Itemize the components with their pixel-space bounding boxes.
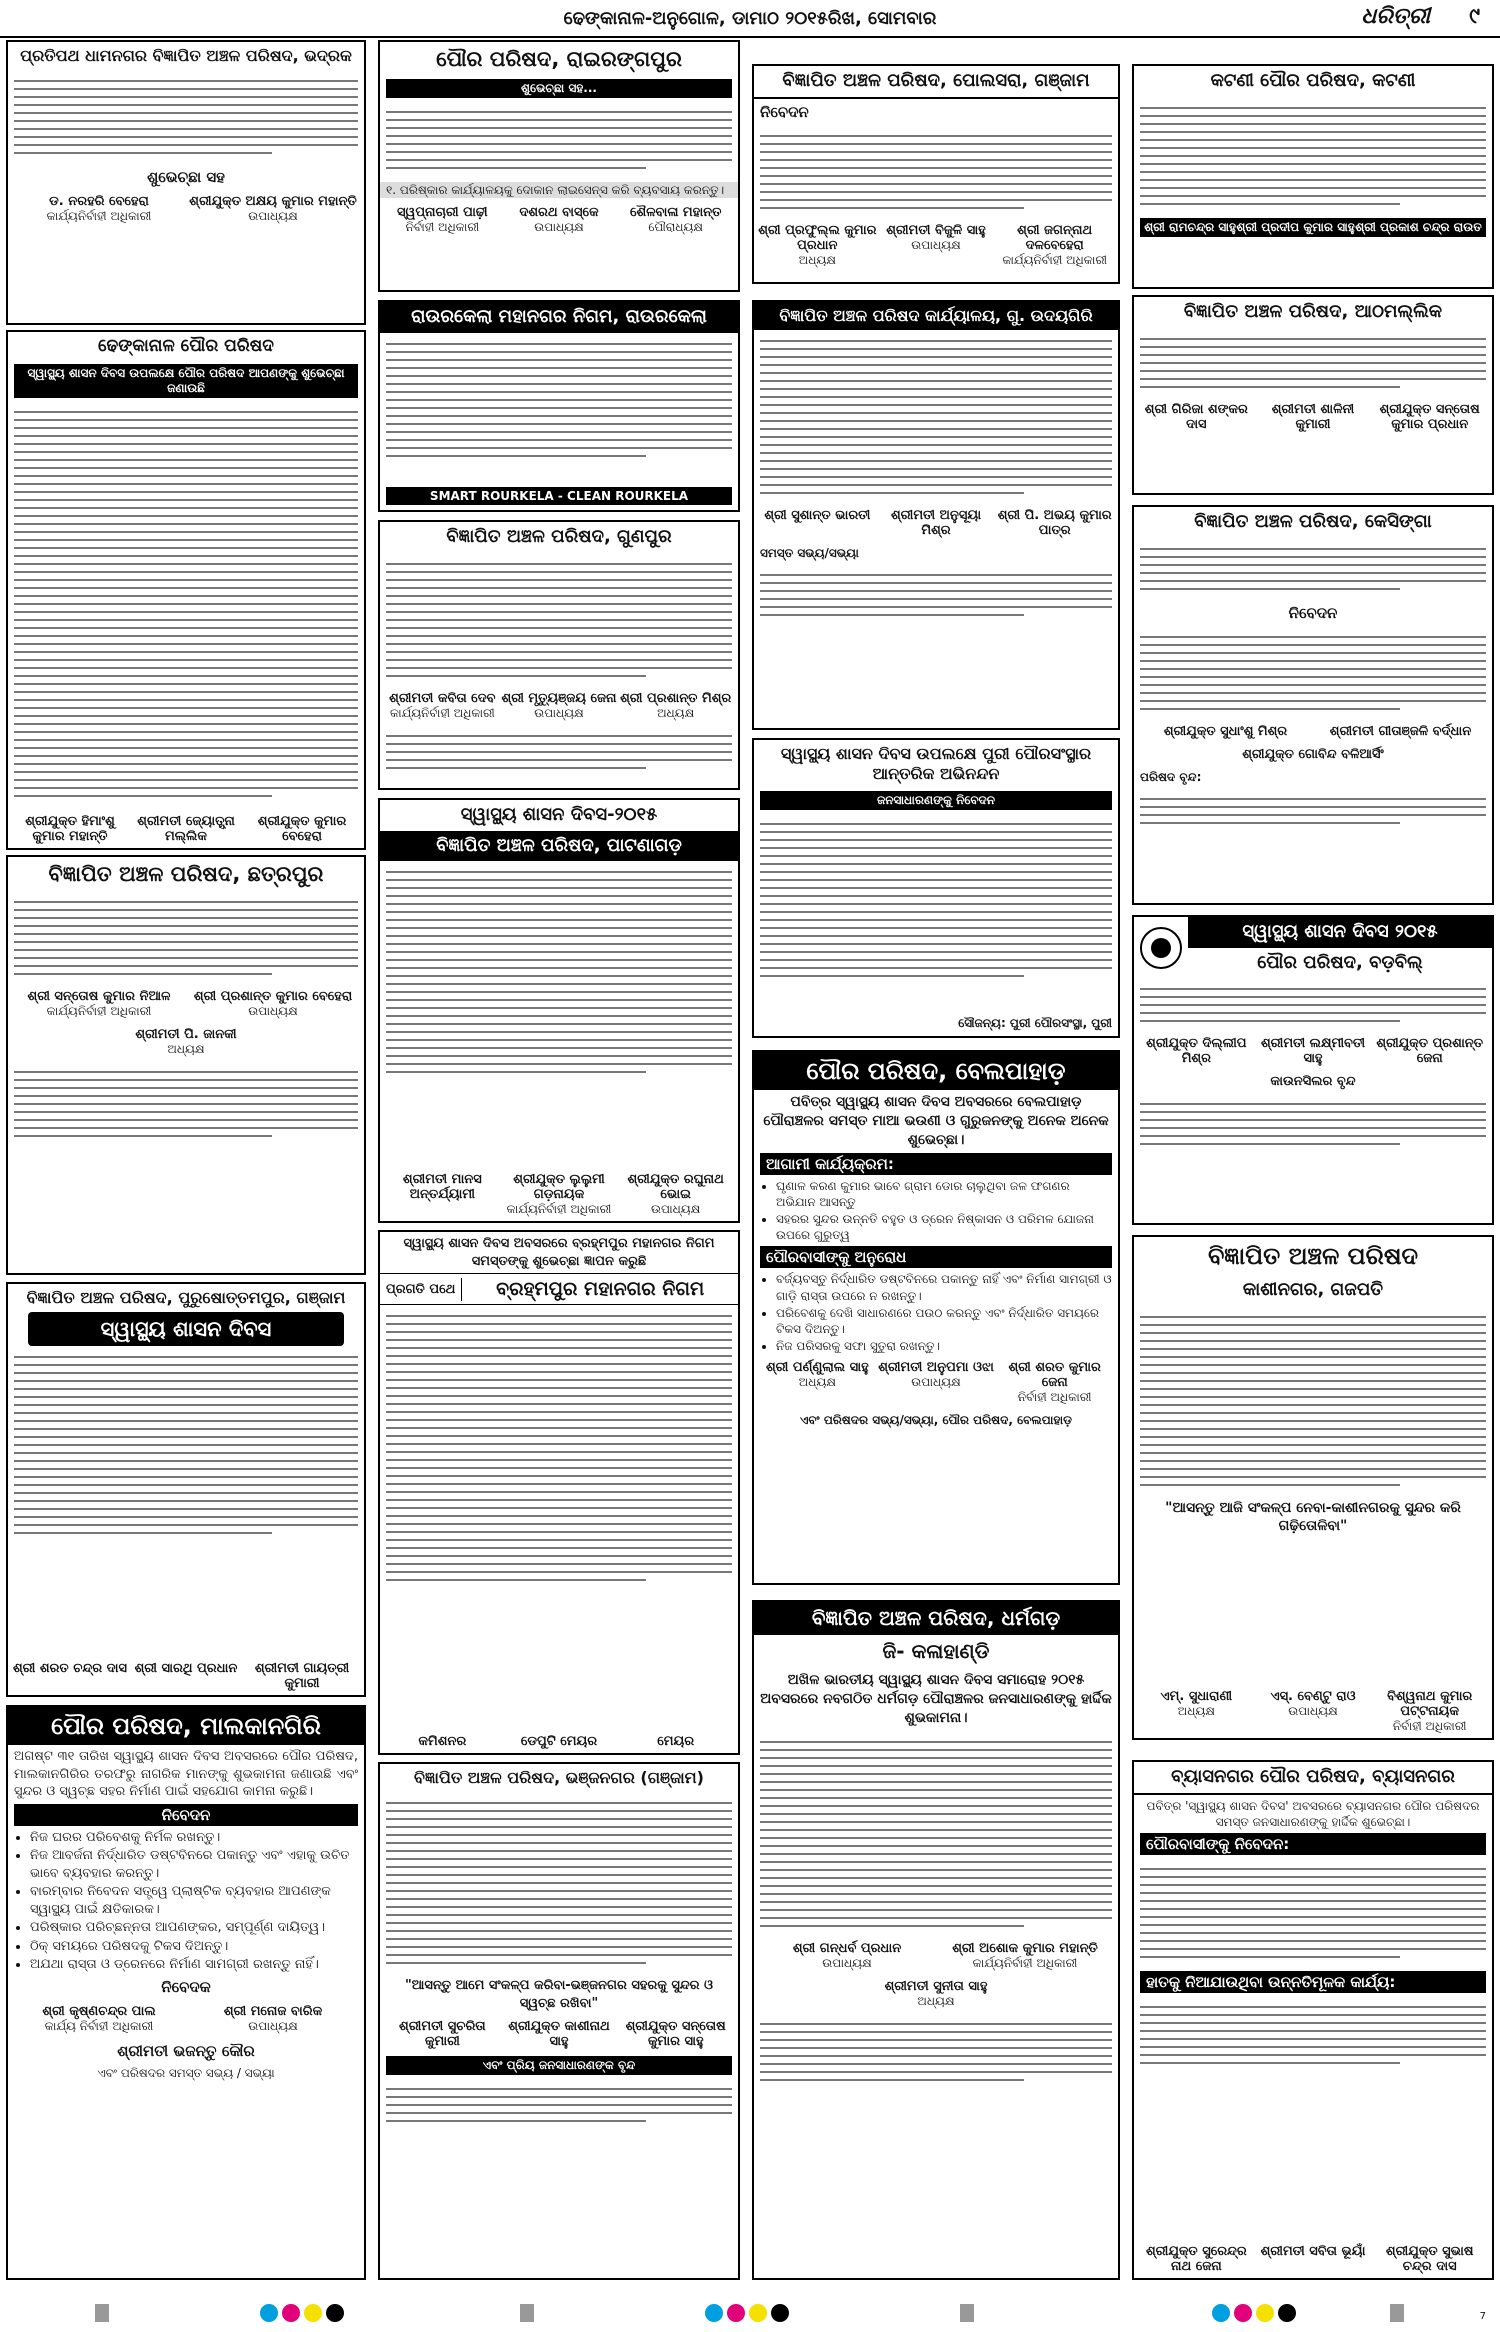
- ad-title: ବିଜ୍ଞାପିତ ଅଞ୍ଚଳ ପରିଷଦ, ଆଠମଲ୍ଲିକ: [1183, 301, 1443, 322]
- signatory-name: ଏସ୍. ବେଣ୍ଟୁ ରାଓ: [1270, 1689, 1356, 1704]
- signatory-name: ଶ୍ରୀ ମୃତ୍ୟୁଞ୍ଜୟ ଜେନା: [501, 690, 617, 706]
- signatory-name: ଦଶରଥ ବାସ୍କେ: [519, 205, 599, 221]
- signatory-name: ଶ୍ରୀ ସାରଥି ପ୍ରଧାନ: [134, 1661, 238, 1676]
- signatory-role: କାର୍ଯ୍ୟନିର୍ବାହୀ ଅଧିକାରୀ: [972, 1955, 1078, 1970]
- greeting: ଶୁଭେଚ୍ଛା ସହ: [147, 168, 225, 186]
- signatory-role: ଅଧ୍ୟକ୍ଷ: [657, 705, 695, 720]
- signatory-name: ଶ୍ରୀ ଶରତ କୁମାର ଜେନା: [1008, 1360, 1101, 1391]
- cyan-dot: [260, 2304, 278, 2322]
- list-item: • ନିଜ ଆବର୍ଜନା ନିର୍ଦ୍ଧାରିତ ଡଷ୍ଟବିନରେ ପକାନ୍ତୁ ଏବଂ ଏହାକୁ ଉଚିତ ଭାବେ ବ୍ୟବହାର କରନ୍ତୁ।: [30, 1847, 358, 1882]
- cyan-dot: [705, 2304, 723, 2322]
- ad-puri: [752, 738, 1120, 1038]
- yellow-dot: [304, 2304, 322, 2322]
- signatory-name: ଶ୍ରୀଯୁକ୍ତ ହିମାଂଶୁ କୁମାର ମହାନ୍ତି: [25, 814, 115, 844]
- list-item: • ନିଜ ଘରର ପରିବେଶକୁ ନିର୍ମଳ ରଖନ୍ତୁ।: [30, 1829, 358, 1847]
- signatory-role: ଡେପୁଟି ମେୟର: [520, 1734, 598, 1749]
- ad-subtitle: କାଶୀନଗର, ଗଜପତି: [1242, 1279, 1384, 1300]
- ad-quote: "ଆସନ୍ତୁ ଆଜି ସଂକଳ୍ପ ନେବା-କାଶୀନଗରକୁ ସୁନ୍ଦର କରି ଗଢ଼ିତୋଳିବା": [1165, 1499, 1461, 1535]
- members-line: ଏବଂ ପ୍ରିୟ ଜନସାଧାରଣଙ୍କ ବୃନ୍ଦ: [386, 2056, 732, 2075]
- signatory-name: ଶ୍ରୀ ଗନ୍ଧର୍ବ ପ୍ରଧାନ: [792, 1940, 902, 1956]
- ad-footer: ସୌଜନ୍ୟ: ପୁରୀ ପୌରସଂସ୍ଥା, ପୁରୀ: [958, 1015, 1112, 1030]
- magenta-dot: [1234, 2304, 1252, 2322]
- ad-intro: ପବିତ୍ର 'ସ୍ୱାସ୍ଥ୍ୟ ଶାସନ ଦିବସ' ଅବସରରେ ବ୍ୟାସନଗର ପୌର ପରିଷଦର ସମସ୍ତ ଜନସାଧାରଣଙ୍କୁ ହାର୍ଦ୍ଦିକ ଶୁଭେଚ୍ଛା।: [1146, 1798, 1480, 1829]
- signatory-name: ଶ୍ରୀଯୁକ୍ତ କୁମାର ବେହେରା: [257, 814, 347, 844]
- signatory-name: ଶ୍ରୀମତୀ ଶାଳିନୀ କୁମାରୀ: [1271, 401, 1355, 432]
- signatory-name: ଶ୍ରୀ ପ୍ରଫୁଲ୍ଲ କୁମାର ପ୍ରଧାନ: [758, 222, 877, 253]
- cyan-dot: [1212, 2304, 1230, 2322]
- emblem-icon: [1138, 925, 1184, 971]
- ad-strip: ସ୍ୱାସ୍ଥ୍ୟ ଶାସନ ଦିବସ ଉପଲକ୍ଷେ ପୌର ପରିଷଦ ଆପଣଙ୍କୁ ଶୁଭେଚ୍ଛା ଜଣାଉଛି: [14, 364, 358, 398]
- nibedaka-label: ନିବେଦକ: [161, 1978, 211, 1997]
- signatory-name: ଶ୍ରୀ ପ୍ରକାଶ ଚନ୍ଦ୍ର ରାଉତ: [1355, 219, 1482, 234]
- ad-katani: [1132, 64, 1494, 289]
- yellow-dot: [1256, 2304, 1274, 2322]
- ad-kashinagar: [1132, 1235, 1494, 1740]
- program-list: [754, 1178, 1118, 1244]
- signatory-name: ଶ୍ରୀ ରାମଚନ୍ଦ୍ର ସାହୁ: [1144, 219, 1236, 234]
- ad-berhampur: [378, 1230, 740, 1755]
- signatory-name: ଶୈଳବାଳା ମହାନ୍ତ: [629, 205, 722, 221]
- signatory-role: କାର୍ଯ୍ୟନିର୍ବାହୀ ଅଧିକାରୀ: [46, 1004, 152, 1019]
- ad-subtitle: ନିବେଦନ: [1288, 603, 1338, 622]
- signatory-role: ନିର୍ବାହୀ ଅଧିକାରୀ: [1392, 1719, 1467, 1733]
- ad-dhenkanal: [6, 330, 366, 850]
- ad-subtitle: ହାତକୁ ନିଆଯାଉଥିବା ଉନ୍ନତିମୂଳକ କାର୍ଯ୍ୟ:: [1140, 1971, 1486, 1993]
- request-list: [8, 1829, 364, 1974]
- ad-title: ଢେଙ୍କାନାଳ ପୌର ପରିଷଦ: [98, 336, 274, 356]
- signatory-name: ଶ୍ରୀମତୀ ଅନୁପମା ଓଝା: [878, 1360, 994, 1376]
- magenta-dot: [282, 2304, 300, 2322]
- signatory-name: ଶ୍ରୀଯୁକ୍ତ ସନ୍ତୋଷ କୁମାର ସାହୁ: [625, 2019, 726, 2050]
- signatory-name: ଶ୍ରୀ ଜଗନ୍ନାଥ ଦଳବେହେରା: [1017, 222, 1093, 253]
- signatory-name: ଶ୍ରୀ ଗିରିଜା ଶଙ୍କର ଦାସ: [1144, 401, 1248, 432]
- members-line: ପରିଷଦ ବୃନ୍ଦ:: [1140, 769, 1202, 784]
- list-item: • ନିଜ ପରିସରକୁ ସଫା ସୁତୁରା ରଖନ୍ତୁ।: [776, 1338, 1112, 1354]
- ad-subtitle: ପୌର ପରିଷଦ, ବଡ଼ବିଲ୍: [1257, 951, 1423, 973]
- ad-rairangpur: [378, 40, 740, 292]
- signatory-name: ଶ୍ରୀମତୀ ଅନୁସୂୟା ମିଶ୍ର: [890, 508, 982, 538]
- ad-title: ସ୍ୱାସ୍ଥ୍ୟ ଶାସନ ଦିବସ ୨୦୧୫: [1188, 917, 1492, 948]
- signatory-name: ଶ୍ରୀଯୁକ୍ତ ଅକ୍ଷୟ କୁମାର ମହାନ୍ତି: [189, 194, 357, 209]
- ad-subtitle: ଜି- କଳାହାଣ୍ଡି: [882, 1639, 990, 1663]
- signatory-name: ଶ୍ରୀ ପର୍ଣ୍ଣୁଲାଲ ସାହୁ: [766, 1360, 869, 1376]
- list-item: • ଠିକ୍ ସମୟରେ ପରିଷଦକୁ ଟିକସ ଦିଅନ୍ତୁ।: [30, 1938, 358, 1956]
- ad-subtitle: ପୌରବାସୀଙ୍କୁ ଅନୁରୋଧ: [760, 1246, 1112, 1268]
- signatory-name: ଶ୍ରୀମତୀ ବିଜୁଳି ସାହୁ: [886, 222, 986, 238]
- ad-subtitle: ଆଗାମୀ କାର୍ଯ୍ୟକ୍ରମ:: [760, 1153, 1112, 1175]
- signatory-name: ବିଶ୍ୱନାଥ କୁମାର ପଟ୍ଟନାୟକ: [1387, 1689, 1473, 1719]
- signatory-name: ଶ୍ରୀ ଶରତ ଚନ୍ଦ୍ର ଦାସ: [12, 1661, 128, 1676]
- black-dot: [1278, 2304, 1296, 2322]
- signatory-name: ଶ୍ରୀମତୀ ଜ୍ୟୋତ୍ସ୍ନା ମଲ୍ଲିକ: [137, 814, 235, 844]
- ad-title: ପୌର ପରିଷଦ, ବେଲପାହାଡ଼: [754, 1052, 1118, 1090]
- signatory-name: ଶ୍ରୀଯୁକ୍ତ ରଘୁନାଥ ଭୋଇ: [627, 1172, 724, 1202]
- ad-rourkela: [378, 300, 740, 512]
- signatory-name: ଶ୍ରୀଯୁକ୍ତ ସୁଧାଂଶୁ ମିଶ୍ର: [1163, 723, 1288, 739]
- signatory-name: ଏମ୍. ସୁଧାରାଣୀ: [1160, 1689, 1233, 1704]
- ad-barbil: [1132, 915, 1494, 1225]
- signatory-role: ନିର୍ବାହୀ ଅଧିକାରୀ: [1017, 1390, 1092, 1405]
- signatory-name: ଶ୍ରୀ ପ୍ରଶାନ୍ତ କୁମାର ବେହେରା: [193, 989, 353, 1005]
- ad-title: ପୌର ପରିଷଦ, ରାଇରଙ୍ଗପୁର: [436, 47, 682, 71]
- signatory-name: ଶ୍ରୀମତୀ କବିତା ଦେବ: [389, 690, 496, 706]
- list-item: • ଅଯଥା ରାସ୍ତା ଓ ଡ୍ରେନରେ ନିର୍ମାଣ ସାମଗ୍ରୀ ରଖନ୍ତୁ ନାହିଁ।: [30, 1956, 358, 1974]
- signatory-role: ଉପାଧ୍ୟକ୍ଷ: [822, 1955, 872, 1970]
- ad-subtitle: ନିବେଦନ: [14, 1804, 358, 1826]
- signatory-role: ଅଧ୍ୟକ୍ଷ: [798, 1375, 836, 1390]
- page-number: ୯: [1469, 4, 1480, 29]
- gray-block: [1390, 2304, 1404, 2322]
- signatory-name: ଶ୍ରୀ ସନ୍ତୋଷ କୁମାର ନିଆଳ: [27, 989, 171, 1005]
- signatory-role: ଅଧ୍ୟକ୍ଷ: [1177, 1704, 1215, 1718]
- ad-quote: "ଆସନ୍ତୁ ଆମେ ସଂକଳ୍ପ କରିବା-ଭଞ୍ଜନଗର ସହରକୁ ସୁନ୍ଦର ଓ ସ୍ୱଚ୍ଛ ରଖିବା": [405, 1978, 713, 2011]
- ad-g-udayagiri: [752, 300, 1120, 730]
- ad-note: ୧. ପରିଷ୍କାର କାର୍ଯ୍ୟାଳୟକୁ ଦୋକାନ ଲାଇସେନ୍ସ କରି ବ୍ୟବସାୟ କରନ୍ତୁ।: [380, 182, 738, 198]
- signatory-role: ଅଧ୍ୟକ୍ଷ: [798, 252, 836, 267]
- ad-patnagarh: [378, 798, 740, 1223]
- ad-title: କଟଣୀ ପୌର ପରିଷଦ, କଟଣୀ: [1210, 70, 1416, 91]
- signatory-name: ଶ୍ରୀମତୀ ଭଜନ୍ତୁ କୌର: [117, 2042, 255, 2061]
- signatory-name: ଶ୍ରୀ ମନୋଜ ବାରିକ: [223, 2004, 323, 2020]
- ad-title: ବିଜ୍ଞାପିତ ଅଞ୍ଚଳ ପରିଷଦ, ଧର୍ମଗଡ଼: [754, 1602, 1118, 1635]
- ad-dhamnagar: [6, 40, 366, 325]
- signatory-name: ଶ୍ରୀଯୁକ୍ତ ଗୋବିନ୍ଦ ବଳିଆର୍ସିଂ: [1242, 746, 1384, 762]
- ad-polasara: [752, 64, 1120, 284]
- signatory-name: ଶ୍ରୀଯୁକ୍ତ କାଶୀନାଥ ସାହୁ: [508, 2019, 610, 2050]
- list-item: • ସହରର ସୁନ୍ଦର ଉନ୍ନତି ବହୁତ ଓ ଡ୍ରେନ ନିଷ୍କାସନ ଓ ପରିମଳ ଯୋଜନା ଉପରେ ଗୁରୁତ୍ୱ: [776, 1211, 1112, 1243]
- ad-title: ସ୍ୱାସ୍ଥ୍ୟ ଶାସନ ଦିବସ ଉପଲକ୍ଷେ ପୁରୀ ପୌରସଂସ୍ଥାର ଆନ୍ତରିକ ଅଭିନନ୍ଦନ: [780, 744, 1092, 783]
- newspaper-logo: ଧରିତ୍ରୀ: [1361, 4, 1430, 29]
- ad-bhanjanagar: [378, 1762, 740, 2280]
- ad-dharmagarh: [752, 1600, 1120, 2280]
- tagline: ପ୍ରଗତି ପଥେ: [380, 1278, 462, 1301]
- list-item: • ପରିବେଶକୁ ଦେଖି ସାଧାରଣରେ ପଉଠ କରନ୍ତୁ ଏବଂ ନିର୍ଦ୍ଧାରିତ ସମୟରେ ଟିକସ ଦିଅନ୍ତୁ।: [776, 1305, 1112, 1337]
- signatory-name: ଶ୍ରୀମତୀ ସୁଚରିତା କୁମାରୀ: [399, 2019, 486, 2050]
- ad-athmallik: [1132, 295, 1494, 495]
- signatory-role: ଅଧ୍ୟକ୍ଷ: [917, 1993, 955, 2008]
- ad-purushottampur: [6, 1282, 366, 1697]
- signatory-role: ଉପାଧ୍ୟକ୍ଷ: [911, 1375, 961, 1390]
- ad-subtitle: ସ୍ୱାସ୍ଥ୍ୟ ଶାସନ ଦିବସ: [28, 1312, 344, 1346]
- ad-top: ସ୍ୱାସ୍ଥ୍ୟ ଶାସନ ଦିବସ-୨୦୧୫: [460, 804, 658, 825]
- ad-intro: ଅଖିଳ ଭାରତୀୟ ସ୍ୱାସ୍ଥ୍ୟ ଶାସନ ଦିବସ ସମାରୋହ ୨୦୧୫ ଅବସରରେ ନବଗଠିତ ଧର୍ମଗଡ଼ ପୌରାଞ୍ଚଳର ଜନସାଧାରଣଙ୍କୁ ହାର୍ଦ୍ଦିକ ଶୁଭକାମନା।: [760, 1672, 1112, 1726]
- signatory-role: କାର୍ଯ୍ୟନିର୍ବାହୀ ଅଧିକାରୀ: [1002, 252, 1108, 267]
- signatory-role: କାର୍ଯ୍ୟନିର୍ବାହୀ ଅଧିକାରୀ: [46, 209, 152, 223]
- signatory-role: ଉପାଧ୍ୟକ୍ଷ: [248, 2019, 298, 2034]
- ad-kesinga: [1132, 505, 1494, 905]
- signatory-role: ଉପାଧ୍ୟକ୍ଷ: [248, 209, 298, 223]
- signatory-name: ଶ୍ରୀ କୃଷ୍ଣଚନ୍ଦ୍ର ପାଲ: [42, 2004, 156, 2020]
- members-line: କାଉନସିଲର ବୃନ୍ଦ: [1270, 1074, 1356, 1089]
- list-item: • ଘୃଣାଳ କରଣ କୁମାର ଭାବେ ଗ୍ରାମ ଡୋର ଚାଲୁଥିବା ଜଳ ଫଗଣର ଅଭିଯାନ ଆସନ୍ତୁ: [776, 1178, 1112, 1210]
- signatory-name: ଶ୍ରୀମତୀ ପି. ଜାନକୀ: [135, 1027, 237, 1043]
- signatory-name: ଶ୍ରୀମତୀ ଗୀତାଞ୍ଜଳି ବର୍ଦ୍ଧାନ: [1329, 723, 1472, 739]
- slogan: SMART ROURKELA - CLEAN ROURKELA: [386, 487, 732, 505]
- signatory-name: ଶ୍ରୀ ପ୍ରଦୀପ କୁମାର ସାହୁ: [1236, 219, 1355, 234]
- list-item: • ବାରମ୍ବାର ନିବେଦନ ସତ୍ତ୍ୱେ ପ୍ଲାଷ୍ଟିକ ବ୍ୟବହାର ଆପଣଙ୍କ ସ୍ୱାସ୍ଥ୍ୟ ପାଇଁ କ୍ଷତିକାରକ।: [30, 1883, 358, 1918]
- ad-title: ବ୍ରହ୍ମପୁର ମହାନଗର ନିଗମ: [496, 1278, 705, 1301]
- signatory-name: ଶ୍ରୀଯୁକ୍ତ ସୁରେନ୍ଦ୍ର ନାଥ ଜେନା: [1145, 2244, 1247, 2274]
- signatory-role: କାର୍ଯ୍ୟ ନିର୍ବାହୀ ଅଧିକାରୀ: [44, 2019, 154, 2034]
- ad-title: ପୌର ପରିଷଦ, ମାଲକାନଗିରି: [8, 1707, 364, 1745]
- ad-title: ବିଜ୍ଞାପିତ ଅଞ୍ଚଳ ପରିଷଦ, କେସିଙ୍ଗା: [1194, 511, 1432, 532]
- signatory-role: ଉପାଧ୍ୟକ୍ଷ: [534, 220, 584, 235]
- request-list: [754, 1271, 1118, 1354]
- signatory-role: ଉପାଧ୍ୟକ୍ଷ: [911, 237, 961, 252]
- signatory-name: ଶ୍ରୀଯୁକ୍ତ ପ୍ରଶାନ୍ତ ଜେନା: [1376, 1036, 1484, 1066]
- ad-title: ବିଜ୍ଞାପିତ ଅଞ୍ଚଳ ପରିଷଦ, ଗୁଣପୁର: [446, 526, 672, 547]
- ad-top: ସ୍ୱାସ୍ଥ୍ୟ ଶାସନ ଦିବସ ଅବସରରେ ବ୍ରହ୍ମପୁର ମହାନଗର ନିଗମ ସମସ୍ତଙ୍କୁ ଶୁଭେଚ୍ଛା ଜ୍ଞାପନ କରୁଛି: [403, 1236, 715, 1269]
- yellow-dot: [749, 2304, 767, 2322]
- signatory-name: ସ୍ୱପ୍ନାଚାରୀ ପାଢ଼ୀ: [397, 205, 488, 221]
- black-dot: [326, 2304, 344, 2322]
- ad-title: ବିଜ୍ଞାପିତ ଅଞ୍ଚଳ ପରିଷଦ କାର୍ଯ୍ୟାଳୟ, ଗୁ. ଉଦୟଗିରି: [754, 302, 1118, 330]
- gray-block: [520, 2304, 534, 2322]
- gray-block: [960, 2304, 974, 2322]
- signatory-name: ଶ୍ରୀମତୀ ସବିତା ଭୂୟାଁ: [1260, 2244, 1366, 2259]
- list-item: • ବର୍ଜ୍ୟବସ୍ତୁ ନିର୍ଦ୍ଧାରିତ ଡଷ୍ଟବିନରେ ପକାନ୍ତୁ ନାହିଁ ଏବଂ ନିର୍ମାଣ ସାମଗ୍ରୀ ଓ ଗାଡ଼ି ରାସ୍ତା ଉପରେ ନ ରଖନ୍ତୁ।: [776, 1271, 1112, 1303]
- ad-subtitle: ପୌରବାସୀଙ୍କୁ ନିବେଦନ:: [1140, 1833, 1486, 1855]
- page-mark: 7: [1479, 2311, 1486, 2322]
- ad-strip: ଜନସାଧାରଣଙ୍କୁ ନିବେଦନ: [760, 791, 1112, 810]
- ad-malkangiri: [6, 1705, 366, 2280]
- ad-intro: ପବିତ୍ର ସ୍ୱାସ୍ଥ୍ୟ ଶାସନ ଦିବସ ଅବସରରେ ବେଲପାହାଡ଼ ପୌରାଞ୍ଚଳର ସମସ୍ତ ମାଆ ଭଉଣୀ ଓ ଗୁରୁଜନଙ୍କୁ ଅନେକ ଅନେକ ଶୁଭେଚ୍ଛା।: [763, 1094, 1109, 1148]
- magenta-dot: [727, 2304, 745, 2322]
- ad-gunupur: [378, 520, 740, 790]
- signatory-role: କାର୍ଯ୍ୟନିର୍ବାହୀ ଅଧିକାରୀ: [506, 1202, 612, 1216]
- signatory-role: କାର୍ଯ୍ୟନିର୍ବାହୀ ଅଧିକାରୀ: [389, 705, 495, 720]
- signatory-name: ଶ୍ରୀମତୀ ଗାୟତ୍ରୀ କୁମାରୀ: [254, 1661, 350, 1691]
- signatory-name: ଶ୍ରୀଯୁକ୍ତ ଦିଲ୍ଲୀପ ମିଶ୍ର: [1146, 1036, 1247, 1066]
- signatory-name: ଶ୍ରୀମତୀ ଲକ୍ଷ୍ମୀବତୀ ସାହୁ: [1260, 1036, 1366, 1066]
- signatory-name: ଶ୍ରୀଯୁକ୍ତ ସୁଭାଷ ଚନ୍ଦ୍ର ଦାସ: [1385, 2244, 1474, 2274]
- signatory-role: ଅଧ୍ୟକ୍ଷ: [167, 1042, 205, 1057]
- signatory-name: ଶ୍ରୀ ପି. ଅଭୟ କୁମାର ପାତ୍ର: [997, 508, 1112, 538]
- dateline: ଢେଙ୍କାନାଳ-ଅନୁଗୋଳ, ଡାମାଠ ୨୦୧୫ରିଖ, ସୋମବାର: [563, 8, 937, 29]
- black-dot: [771, 2304, 789, 2322]
- members-line: ଏବଂ ପରିଷଦର ସଭ୍ୟ/ସଭ୍ୟା, ପୌର ପରିଷଦ, ବେଲପାହାଡ଼: [799, 1413, 1073, 1428]
- signatory-role: ଉପାଧ୍ୟକ୍ଷ: [1288, 1704, 1338, 1718]
- signatory-name: ଡ. ନରହରି ବେହେରା: [49, 194, 149, 209]
- members-line: ସମସ୍ତ ସଭ୍ୟ/ସଭ୍ୟା: [760, 546, 859, 560]
- ad-belpahar: [752, 1050, 1120, 1585]
- ad-title: ବିଜ୍ଞାପିତ ଅଞ୍ଚଳ ପରିଷଦ, ଭଞ୍ଜନଗର (ଗଞ୍ଜାମ): [414, 1768, 704, 1787]
- signatory-role: ଉପାଧ୍ୟକ୍ଷ: [534, 705, 584, 720]
- ad-title: ବିଜ୍ଞାପିତ ଅଞ୍ଚଳ ପରିଷଦ, ପୋଲସରା, ଗଞ୍ଜାମ: [754, 66, 1118, 99]
- signatory-name: ଶ୍ରୀଯୁକ୍ତ ସନ୍ତୋଷ କୁମାର ପ୍ରଧାନ: [1379, 401, 1480, 432]
- ad-title: ବ୍ୟାସନଗର ପୌର ପରିଷଦ, ବ୍ୟାସନଗର: [1134, 1762, 1492, 1795]
- ad-title: ପ୍ରତିପଥ ଧାମନଗର ବିଜ୍ଞାପିତ ଅଞ୍ଚଳ ପରିଷଦ, ଭଦ୍ରକ: [20, 46, 352, 65]
- ad-title: ବିଜ୍ଞାପିତ ଅଞ୍ଚଳ ପରିଷଦ, ଛତ୍ରପୁର: [48, 862, 324, 886]
- signatory-name: ଶ୍ରୀଯୁକ୍ତ ଲୁଲୁମୀ ଗଡ଼ନାୟକ: [513, 1172, 605, 1202]
- ad-title: ବିଜ୍ଞାପିତ ଅଞ୍ଚଳ ପରିଷଦ, ପାଟଣାଗଡ଼: [380, 831, 738, 862]
- signatory-role: ନିର୍ବାହୀ ଅଧିକାରୀ: [405, 220, 480, 235]
- signatory-role: ଉପାଧ୍ୟକ୍ଷ: [650, 1202, 701, 1216]
- print-registration-strip: [0, 2292, 1500, 2332]
- ad-title: ବିଜ୍ଞାପିତ ଅଞ୍ଚଳ ପରିଷଦ, ପୁରୁଷୋତ୍ତମପୁର, ଗଞ୍ଜାମ: [26, 1288, 346, 1307]
- signatory-name: ଶ୍ରୀମତୀ ମାନସ ଅନ୍ତର୍ଯ୍ୟାମୀ: [402, 1172, 482, 1202]
- signatory-role: ମେୟର: [657, 1734, 695, 1749]
- list-item: • ପରିଷ୍କାର ପରିଚ୍ଛନ୍ନତା ଆପଣଙ୍କର, ସମ୍ପୂର୍ଣ୍ଣ ଦାୟିତ୍ୱ।: [30, 1919, 358, 1937]
- signatory-role: ପୌରାଧ୍ୟକ୍ଷ: [648, 220, 704, 235]
- ad-subtitle: ନିବେଦନ: [760, 102, 809, 121]
- signatory-role: ଉପାଧ୍ୟକ୍ଷ: [248, 1004, 298, 1019]
- page-header: [0, 0, 1500, 38]
- ad-strip: ଶୁଭେଚ୍ଛା ସହ...: [386, 79, 732, 98]
- signatory-name: ଶ୍ରୀ ପ୍ରଶାନ୍ତ ମିଶ୍ର: [620, 690, 732, 706]
- signatory-name: ଶ୍ରୀ ଅଶୋକ କୁମାର ମହାନ୍ତି: [952, 1940, 1098, 1956]
- gray-block: [95, 2304, 109, 2322]
- ad-title: ରାଉରକେଲା ମହାନଗର ନିଗମ, ରାଉରକେଲା: [380, 302, 738, 333]
- members-line: ଏବଂ ପରିଷଦର ସମସ୍ତ ସଭ୍ୟ / ସଭ୍ୟା: [97, 2066, 275, 2081]
- ad-intro: ଅଗଷ୍ଟ ୩୧ ତାରିଖ ସ୍ୱାସ୍ଥ୍ୟ ଶାସନ ଦିବସ ଅବସରରେ ପୌର ପରିଷଦ, ମାଲକାନଗିରିର ତରଫରୁ ନାଗରିକ ମାନଙ୍କୁ ଶୁଭକାମନା ଜଣାଉଛି ଏବଂ ସୁନ୍ଦର ଓ ସ୍ୱଚ୍ଛ ସହର ନିର୍ମାଣ ପାଇଁ ସହଯୋଗ କାମନା କରୁଛି।: [14, 1749, 358, 1800]
- ad-byasanagar: [1132, 1760, 1494, 2280]
- signatory-role: କମିଶନର: [418, 1734, 467, 1749]
- ad-chhatrapur: [6, 855, 366, 1275]
- ad-title: ବିଜ୍ଞାପିତ ଅଞ୍ଚଳ ପରିଷଦ: [1207, 1242, 1419, 1270]
- signatory-name: ଶ୍ରୀ ସୁଶାନ୍ତ ଭାରତୀ: [764, 508, 871, 523]
- signatory-name: ଶ୍ରୀମତୀ ସୁନୀତା ସାହୁ: [884, 1978, 988, 1994]
